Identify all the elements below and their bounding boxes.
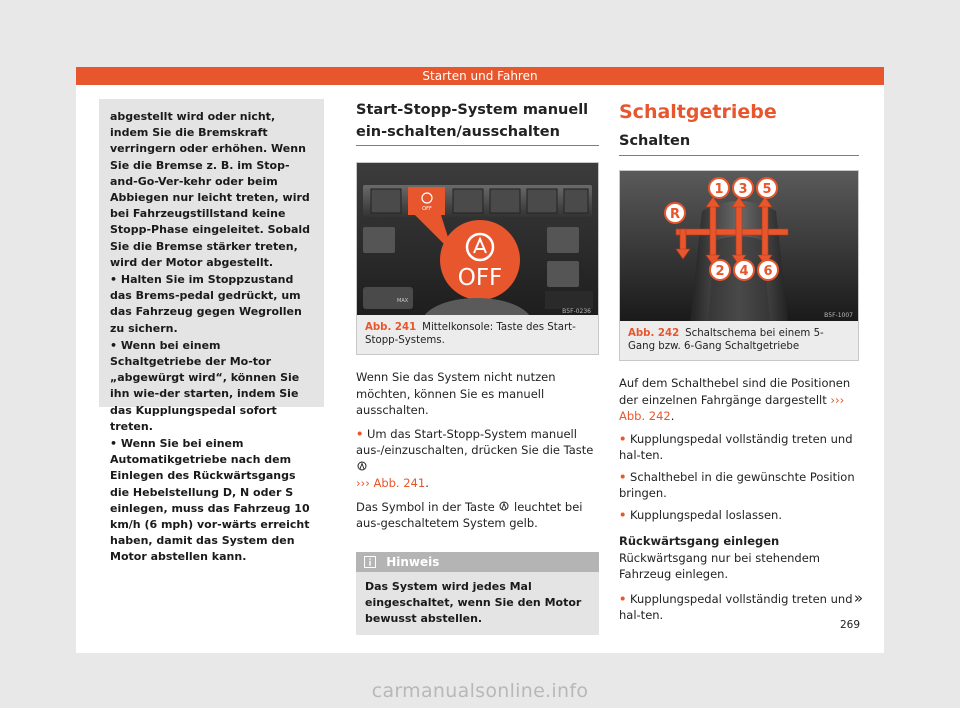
caption-text: Schaltschema bei einem 5-Gang bzw. 6-Gang Schaltgetriebe [628,328,824,352]
start-stop-icon [498,501,510,513]
bullet-icon: • [619,431,627,446]
column-3 [619,99,859,624]
subheading: Rückwärtsgang einlegen [619,534,780,548]
paragraph [356,499,599,532]
paragraph-text: Das Symbol in der Taste [356,499,495,514]
reference-arrow: ››› [830,392,845,407]
bullet-icon: • [619,507,627,522]
list-item-text: Wenn Sie bei einem Automatikgetriebe nach dem Einlegen des Rückwärtsgangs die Hebelstellung D, N oder S einlegen, muss das Fahrzeug 10 km/h (6 mph) vor-wärts erreicht haben, damit das System den Motor abstellen kann. [110,437,310,564]
console-illustration [357,163,598,315]
note-text: Das System wird jedes Mal eingeschaltet, wenn Sie den Motor bewusst abstellen. [365,579,582,625]
gear-4-label: 4 [739,264,749,279]
body-text [619,375,859,624]
max-label: MAX [397,298,409,304]
list-item-text: Kupplungspedal loslassen. [630,507,782,522]
list-item [110,272,314,337]
gear-r-label: R [669,207,681,222]
list-item [619,507,859,524]
list-item [619,431,859,464]
section-title: Schalten [619,131,859,156]
button-off-text: OFF [422,206,432,212]
punctuation: . [670,409,675,423]
list-item-text: Kupplungspedal vollständig treten und hal-ten. [619,431,853,462]
note-box [356,552,599,635]
bullet-icon: • [619,591,627,606]
caption-text: Mittelkonsole: Taste des Start-Stopp-Systems. [365,322,576,346]
paragraph: abgestellt wird oder nicht, indem Sie die Bremskraft verringern oder erhöhen. Wenn Sie die Bremse z. B. im Stop-and-Go-Ver-kehr oder beim Abbiegen nur leicht treten, wird bei Fahrzeugstillstand keine Stopp-Phase eingeleitet. Sobald Sie die Bremse stärker treten, wird der Motor abgestellt. [110,110,311,269]
column-2 [356,99,599,635]
bullet-icon: • [110,437,118,451]
list-item-text: Wenn bei einem Schaltgetriebe der Mo-tor „abgewürgt wird“, können Sie ihn wie-der starten, indem Sie das Kupplungspedal sofort treten. [110,338,300,433]
gearshift-illustration [620,171,858,321]
list-item-text: Schalthebel in die gewünschte Position bringen. [619,469,855,500]
figure-caption [357,315,598,354]
note-title: Hinweis [386,554,440,569]
list-item [110,436,314,566]
gear-5-label: 5 [762,182,772,197]
paragraph: Wenn Sie das System nicht nutzen möchten, können Sie es manuell ausschalten. [356,370,556,417]
list-item-text: Kupplungspedal vollständig treten und hal-ten. [619,591,853,622]
bullet-icon: • [356,426,364,441]
figure-code: B5F-0236 [562,308,591,315]
punctuation: . [425,476,429,490]
figure-caption [620,321,858,360]
figure-number: Abb. 241 [365,322,417,333]
bullet-icon: • [110,338,118,352]
paragraph [619,375,859,425]
continue-marker: » [853,589,863,607]
list-item-text: Halten Sie im Stoppzustand das Brems-pedal gedrückt, um das Fahrzeug gegen Wegrollen zu sichern. [110,273,302,335]
list-item [356,426,599,492]
paragraph: Rückwärtsgang nur bei stehendem Fahrzeug einlegen. [619,550,821,581]
figure-241 [356,162,599,355]
chapter-title: Schaltgetriebe [619,101,777,123]
figure-link[interactable]: Abb. 242 [619,409,671,423]
section-title: Start-Stopp-System manuell ein-schalten/ausschalten [356,99,599,146]
note-header [356,552,599,572]
list-item-text: Um das Start-Stopp-System manuell aus-/einzuschalten, drücken Sie die Taste [356,426,594,457]
bullet-icon: • [110,273,118,287]
bullet-icon: • [619,469,627,484]
off-label: OFF [457,265,503,291]
body-text [356,369,599,532]
figure-242 [619,170,859,361]
figure-link[interactable]: Abb. 241 [373,476,426,490]
gear-1-label: 1 [714,182,724,197]
figure-code: B5F-1007 [824,312,853,319]
info-icon [364,556,376,568]
list-item [619,591,859,624]
page-header: Starten und Fahren [76,67,884,85]
figure-number: Abb. 242 [628,328,680,339]
list-item [619,469,859,502]
gear-2-label: 2 [715,264,725,279]
start-stop-icon [356,461,368,473]
watermark: carmanualsonline.info [371,680,589,702]
manual-page [76,67,884,653]
paragraph-text: Auf dem Schalthebel sind die Positionen der einzelnen Fahrgänge dargestellt [619,376,851,407]
list-item [110,338,314,435]
gear-6-label: 6 [763,264,773,279]
reference-arrow: ››› [356,476,370,490]
gear-3-label: 3 [738,182,748,197]
page-number: 269 [839,619,860,631]
paragraph-text: leuchtet bei aus-geschaltetem System gelb. [356,499,583,530]
info-box-column-1 [99,99,324,564]
